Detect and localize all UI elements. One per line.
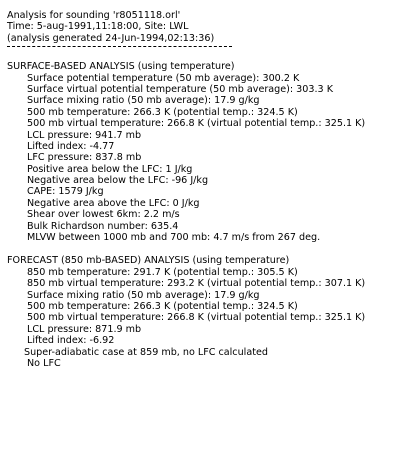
report-title: Analysis for sounding 'r8051118.orl' [7,10,181,21]
forecast-note: Super-adiabatic case at 859 mb, no LFC calculated [24,346,268,358]
forecast-line: 500 mb virtual temperature: 266.8 K (virtual potential temp.: 325.1 K) [27,312,366,324]
surface-line: Negative area below the LFC: -96 J/kg [27,175,209,187]
surface-line: Positive area below the LFC: 1 J/kg [27,163,193,175]
header-divider [7,46,232,55]
forecast-line: 850 mb virtual temperature: 293.2 K (virtual potential temp.: 307.1 K) [27,278,366,290]
surface-analysis-heading: SURFACE-BASED ANALYSIS (using temperature) [7,61,235,73]
surface-line: CAPE: 1579 J/kg [27,186,104,198]
surface-line: Shear over lowest 6km: 2.2 m/s [27,209,180,221]
section-spacer [7,243,417,255]
forecast-analysis-heading: FORECAST (850 mb-BASED) ANALYSIS (using temperature) [7,255,290,267]
forecast-note: No LFC [27,357,61,369]
surface-line: MLVW between 1000 mb and 700 mb: 4.7 m/s from 267 deg. [27,232,321,244]
forecast-analysis-lines [7,267,417,370]
surface-line: 500 mb virtual temperature: 266.8 K (virtual potential temp.: 325.1 K) [27,118,366,130]
forecast-line: 500 mb temperature: 266.3 K (potential temp.: 324.5 K) [27,300,298,312]
surface-line: Bulk Richardson number: 635.4 [27,220,179,232]
surface-line: LCL pressure: 941.7 mb [27,129,142,141]
surface-line: Negative area above the LFC: 0 J/kg [27,197,200,209]
surface-line: Surface potential temperature (50 mb average): 300.2 K [27,72,300,84]
surface-line: Surface virtual potential temperature (50 mb average): 303.3 K [27,83,333,95]
surface-line: LFC pressure: 837.8 mb [27,152,142,164]
surface-line: Lifted index: -4.77 [27,140,115,152]
surface-analysis-lines [7,73,417,244]
report-time-site: Time: 5-aug-1991,11:18:00, Site: LWL [7,21,189,33]
forecast-line: Surface mixing ratio (50 mb average): 17.9 g/kg [27,289,260,301]
surface-line: 500 mb temperature: 266.3 K (potential temp.: 324.5 K) [27,106,298,118]
surface-line: Surface mixing ratio (50 mb average): 17.9 g/kg [27,95,260,107]
forecast-line: 850 mb temperature: 291.7 K (potential temp.: 305.5 K) [27,266,298,278]
report-generated: (analysis generated 24-Jun-1994,02:13:36) [7,32,215,44]
forecast-line: Lifted index: -6.92 [27,335,115,347]
sounding-analysis-report [7,10,417,369]
forecast-line: LCL pressure: 871.9 mb [27,323,142,335]
